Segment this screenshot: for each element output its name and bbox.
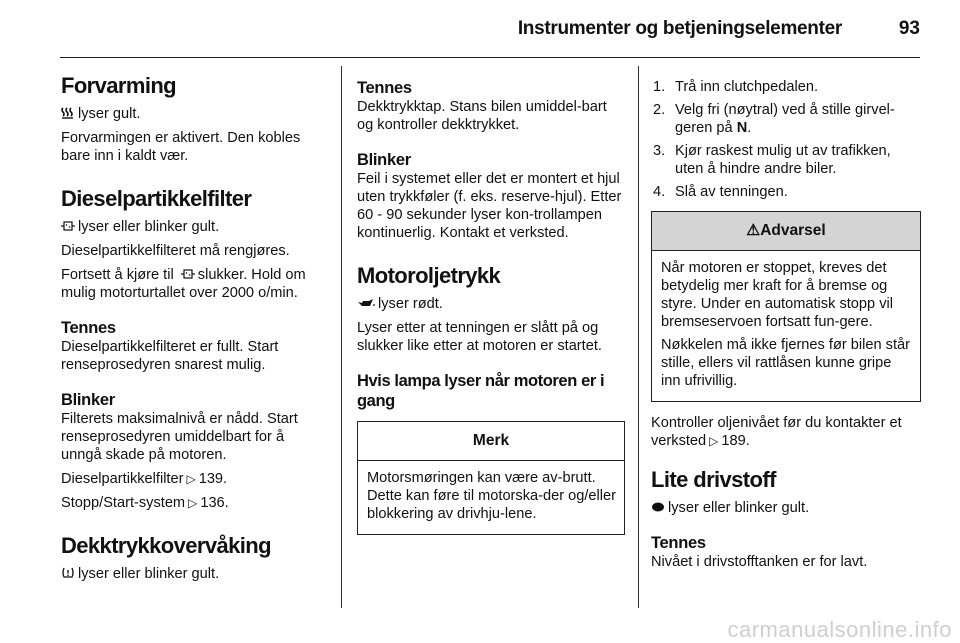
forvarming-status-text: lyser gult.: [78, 106, 141, 122]
section-title-motorolje: Motoroljetrykk: [357, 263, 501, 288]
diesel-status-text: lyser eller blinker gult.: [78, 219, 220, 235]
list-item: 4. Slå av tenningen.: [653, 184, 788, 200]
subheading-tennes: Tennes: [61, 319, 116, 337]
warning-text-2: Nøkkelen må ikke fjernes før bilen står stille, ellers vil rattlåsen kunne gripe inn ufrivillig.: [661, 337, 910, 389]
page-header: [0, 0, 960, 62]
subheading-tennes-2: Tennes: [357, 79, 412, 97]
list-item: 3. Kjør raskest mulig ut av trafikken, uten å hindre andre biler.: [653, 143, 891, 177]
kontroll-text: Kontroller oljenivået før du kontakter et verksted ▷ 189.: [651, 415, 902, 449]
header-divider: [60, 57, 920, 58]
olje-status: [357, 295, 625, 313]
page-title: Instrumenter og betjeningselementer: [517, 18, 842, 39]
section-title-dekktrykk: Dekktrykkovervåking: [61, 533, 271, 558]
reference-oil-page[interactable]: 189.: [721, 433, 750, 449]
dekk-status: [61, 565, 326, 583]
drivstoff-status-text: lyser eller blinker gult.: [668, 500, 810, 516]
reference-stopstart: Stopp/Start-system ▷ 136.: [61, 495, 229, 511]
forvarming-text: Forvarmingen er aktivert. Den kobles bare inn i kaldt vær.: [61, 130, 301, 164]
watermark: carmanualsonline.info: [727, 617, 952, 642]
fuel-icon: [651, 501, 665, 513]
warning-text-1: Når motoren er stoppet, kreves det betydelig mer kraft for å bremse og styre. Under en automatisk stopp vil bremseservoen fortsatt fun-gere.: [661, 260, 893, 330]
dekk-status-text: lyser eller blinker gult.: [78, 566, 220, 582]
blinker-text: Filterets maksimalnivå er nådd. Start renseprosedyren umiddelbart for å unngå skade på motoren.: [61, 411, 298, 463]
list-item: 2. Velg fri (nøytral) ved å stille girvel-geren på N.: [653, 102, 895, 136]
subheading-blinker-2: Blinker: [357, 151, 411, 169]
column-divider-1: [341, 66, 342, 608]
tennes-text-2: Dekktrykktap. Stans bilen umiddel-bart og kontroller dekktrykket.: [357, 99, 607, 133]
reference-arrow-icon: ▷: [709, 434, 719, 448]
warning-box-title: ⚠Advarsel: [652, 212, 920, 251]
note-box-text: Motorsmøringen kan være av-brutt. Dette kan føre til motorska-der og/eller blokkering av drivhju-lene.: [367, 470, 616, 522]
tennes-text: Dieselpartikkelfilteret er fullt. Start renseprosedyren snarest mulig.: [61, 339, 279, 373]
glow-plug-icon: [61, 107, 75, 119]
subheading-tennes-3: Tennes: [651, 534, 706, 552]
drivstoff-status: [651, 499, 921, 517]
warning-box: [651, 211, 921, 402]
subheading-lampa: Hvis lampa lyser når motoren er i gang: [357, 372, 605, 410]
column-2: [357, 72, 625, 535]
particle-filter-icon: [181, 268, 195, 280]
column-divider-2: [638, 66, 639, 608]
particle-filter-icon: [61, 220, 75, 232]
olje-status-text: lyser rødt.: [378, 296, 443, 312]
list-item: 1. Trå inn clutchpedalen.: [653, 79, 819, 95]
step-list: [651, 78, 921, 201]
diesel-text-1: Dieselpartikkelfilteret må rengjøres.: [61, 243, 290, 259]
section-title-diesel: Dieselpartikkelfilter: [61, 186, 252, 211]
column-3: [651, 72, 921, 577]
note-box: [357, 421, 625, 535]
tire-pressure-icon: [61, 567, 75, 579]
oil-can-icon: [357, 297, 375, 309]
section-title-drivstoff: Lite drivstoff: [651, 467, 776, 492]
reference-arrow-icon: ▷: [188, 496, 198, 510]
diesel-text-2: Fortsett å kjøre til slukker. Hold om mulig motorturtallet over 2000 o/min.: [61, 267, 306, 301]
column-1: [61, 72, 326, 589]
forvarming-status: [61, 105, 326, 123]
page-number: 93: [898, 18, 920, 39]
section-title-forvarming: Forvarming: [61, 73, 177, 98]
reference-diesel: Dieselpartikkelfilter ▷ 139.: [61, 471, 228, 487]
reference-diesel-page[interactable]: 139.: [198, 471, 228, 487]
blinker-text-2: Feil i systemet eller det er montert et hjul uten trykkføler (f. eks. reserve-hjul). Etter 60 - 90 sekunder lyser kon-trollampen kontinuerlig. Kontakt et verksted.: [357, 171, 622, 241]
note-box-title: Merk: [358, 422, 624, 461]
tennes-text-3: Nivået i drivstofftanken er for lavt.: [651, 554, 868, 570]
olje-text: Lyser etter at tenningen er slått på og slukker like etter at motoren er startet.: [357, 320, 602, 354]
diesel-status: [61, 218, 326, 236]
reference-stopstart-page[interactable]: 136.: [200, 495, 229, 511]
reference-arrow-icon: ▷: [186, 472, 196, 486]
subheading-blinker: Blinker: [61, 391, 115, 409]
warning-triangle-icon: ⚠: [746, 222, 761, 239]
